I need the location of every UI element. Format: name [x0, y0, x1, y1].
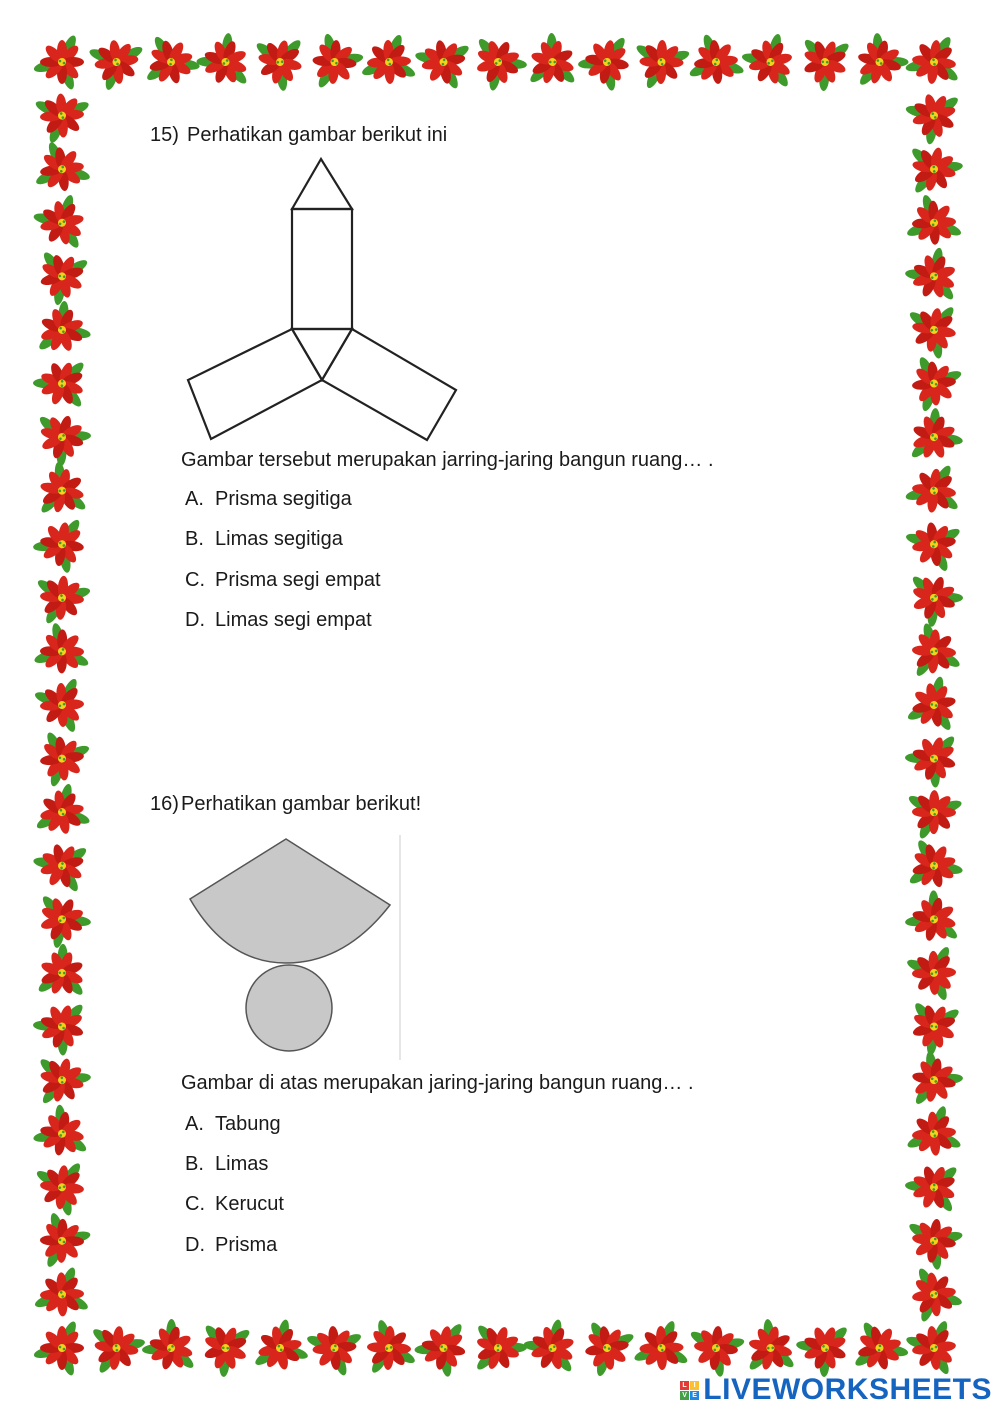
poinsettia-icon — [21, 75, 97, 152]
poinsettia-icon — [24, 938, 94, 1011]
poinsettia-icon — [894, 77, 967, 152]
option-d[interactable] — [185, 609, 372, 632]
question-stem: Gambar tersebut merupakan jarring-jaring bangun ruang… . — [181, 449, 714, 471]
poinsettia-icon — [898, 830, 967, 894]
net-top-triangle — [292, 159, 352, 209]
poinsettia-icon — [37, 726, 95, 789]
poinsettia-icon — [620, 21, 697, 98]
poinsettia-icon — [191, 24, 263, 92]
question-prompt: Perhatikan gambar berikut! — [181, 793, 422, 815]
option-text: Limas segitiga — [215, 528, 343, 550]
poinsettia-icon — [899, 673, 961, 740]
poinsettia-icon — [21, 557, 98, 633]
poinsettia-icon — [30, 1100, 95, 1160]
poinsettia-icon — [907, 1047, 968, 1113]
poinsettia-icon — [135, 26, 204, 91]
option-letter: C. — [185, 569, 205, 591]
poinsettia-icon — [33, 240, 98, 309]
poinsettia-icon — [898, 1307, 975, 1383]
poinsettia-icon — [246, 1312, 320, 1388]
poinsettia-icon — [33, 1320, 84, 1377]
poinsettia-icon — [76, 22, 151, 99]
question-number: 15) — [150, 124, 179, 146]
poinsettia-icon — [39, 1211, 92, 1270]
poinsettia-icon — [573, 29, 633, 94]
cone-net-figure — [182, 835, 402, 1060]
poinsettia-icon — [898, 932, 975, 1009]
poinsettia-icon — [27, 1258, 104, 1335]
option-letter: A. — [185, 488, 204, 510]
option-a[interactable] — [185, 488, 352, 511]
poinsettia-icon — [794, 24, 863, 96]
poinsettia-icon — [33, 622, 91, 674]
poinsettia-icon — [411, 35, 477, 96]
poinsettia-icon — [844, 1312, 913, 1376]
poinsettia-icon — [734, 22, 810, 96]
poinsettia-icon — [899, 289, 974, 365]
poinsettia-icon — [26, 182, 102, 256]
triangular-prism-net-figure — [180, 150, 470, 450]
poinsettia-icon — [902, 1215, 966, 1274]
poinsettia-icon — [30, 294, 101, 368]
poinsettia-icon — [898, 723, 964, 793]
option-letter: A. — [185, 1113, 204, 1135]
option-text: Prisma segi empat — [215, 569, 381, 591]
cone-base-circle — [246, 965, 332, 1051]
poinsettia-icon — [460, 30, 534, 101]
poinsettia-icon — [897, 567, 968, 635]
poinsettia-icon — [28, 776, 103, 852]
poinsettia-icon — [684, 30, 746, 87]
option-letter: B. — [185, 1153, 204, 1175]
poinsettia-icon — [851, 28, 915, 97]
poinsettia-icon — [898, 237, 972, 308]
poinsettia-icon — [898, 456, 975, 532]
option-b[interactable] — [185, 1153, 268, 1176]
poinsettia-icon — [137, 1312, 206, 1377]
poinsettia-icon — [354, 26, 431, 103]
poinsettia-icon — [76, 1308, 153, 1383]
poinsettia-icon — [26, 664, 103, 741]
net-right-rectangle — [322, 329, 456, 440]
option-c[interactable] — [185, 1193, 284, 1216]
poinsettia-icon — [459, 1309, 533, 1380]
option-text: Limas segi empat — [215, 609, 372, 631]
brand-name: LIVEWORKSHEETS — [703, 1373, 992, 1406]
poinsettia-icon — [27, 352, 100, 422]
poinsettia-icon — [27, 1146, 103, 1223]
option-text: Prisma segitiga — [215, 488, 352, 510]
poinsettia-icon — [903, 402, 973, 475]
poinsettia-icon — [903, 518, 968, 578]
poinsettia-icon — [904, 990, 971, 1060]
poinsettia-icon — [904, 192, 964, 246]
option-text: Tabung — [215, 1113, 281, 1135]
poinsettia-icon — [29, 136, 93, 195]
poinsettia-icon — [348, 1312, 425, 1389]
poinsettia-icon — [195, 1310, 263, 1382]
poinsettia-icon — [909, 352, 966, 414]
option-a[interactable] — [185, 1113, 281, 1136]
option-letter: D. — [185, 1234, 205, 1256]
question-number: 16) — [150, 793, 179, 815]
poinsettia-icon — [409, 1315, 470, 1381]
option-letter: B. — [185, 528, 204, 550]
poinsettia-icon — [25, 990, 92, 1060]
poinsettia-icon — [22, 455, 96, 531]
poinsettia-icon — [304, 1324, 366, 1380]
poinsettia-icon — [33, 34, 84, 91]
option-text: Prisma — [215, 1234, 278, 1256]
poinsettia-icon — [246, 22, 320, 98]
option-text: Kerucut — [215, 1193, 284, 1215]
net-left-rectangle — [188, 329, 322, 439]
option-b[interactable] — [185, 528, 343, 551]
question-prompt: Perhatikan gambar berikut ini — [187, 124, 448, 146]
poinsettia-icon — [685, 1323, 747, 1380]
poinsettia-icon — [517, 1309, 591, 1381]
option-d[interactable] — [185, 1234, 277, 1257]
liveworksheets-logo-icon: L I V E — [682, 1381, 698, 1399]
option-letter: D. — [185, 609, 205, 631]
net-bottom-triangle — [292, 329, 352, 380]
poinsettia-icon — [580, 1314, 640, 1379]
question-stem: Gambar di atas merupakan jaring-jaring bangun ruang… . — [181, 1072, 694, 1094]
poinsettia-icon — [893, 771, 970, 848]
poinsettia-icon — [898, 27, 975, 103]
liveworksheets-logo — [680, 1373, 992, 1407]
option-letter: C. — [185, 1193, 205, 1215]
poinsettia-icon — [894, 1260, 971, 1335]
net-center-rectangle — [292, 209, 352, 329]
poinsettia-icon — [900, 1156, 972, 1224]
option-text: Limas — [215, 1153, 269, 1175]
poinsettia-icon — [29, 837, 98, 901]
poinsettia-icon — [901, 884, 969, 948]
poinsettia-icon — [893, 616, 969, 693]
poinsettia-icon — [899, 1097, 975, 1174]
poinsettia-icon — [310, 31, 366, 93]
poinsettia-icon — [29, 512, 89, 577]
option-c[interactable] — [185, 569, 381, 592]
